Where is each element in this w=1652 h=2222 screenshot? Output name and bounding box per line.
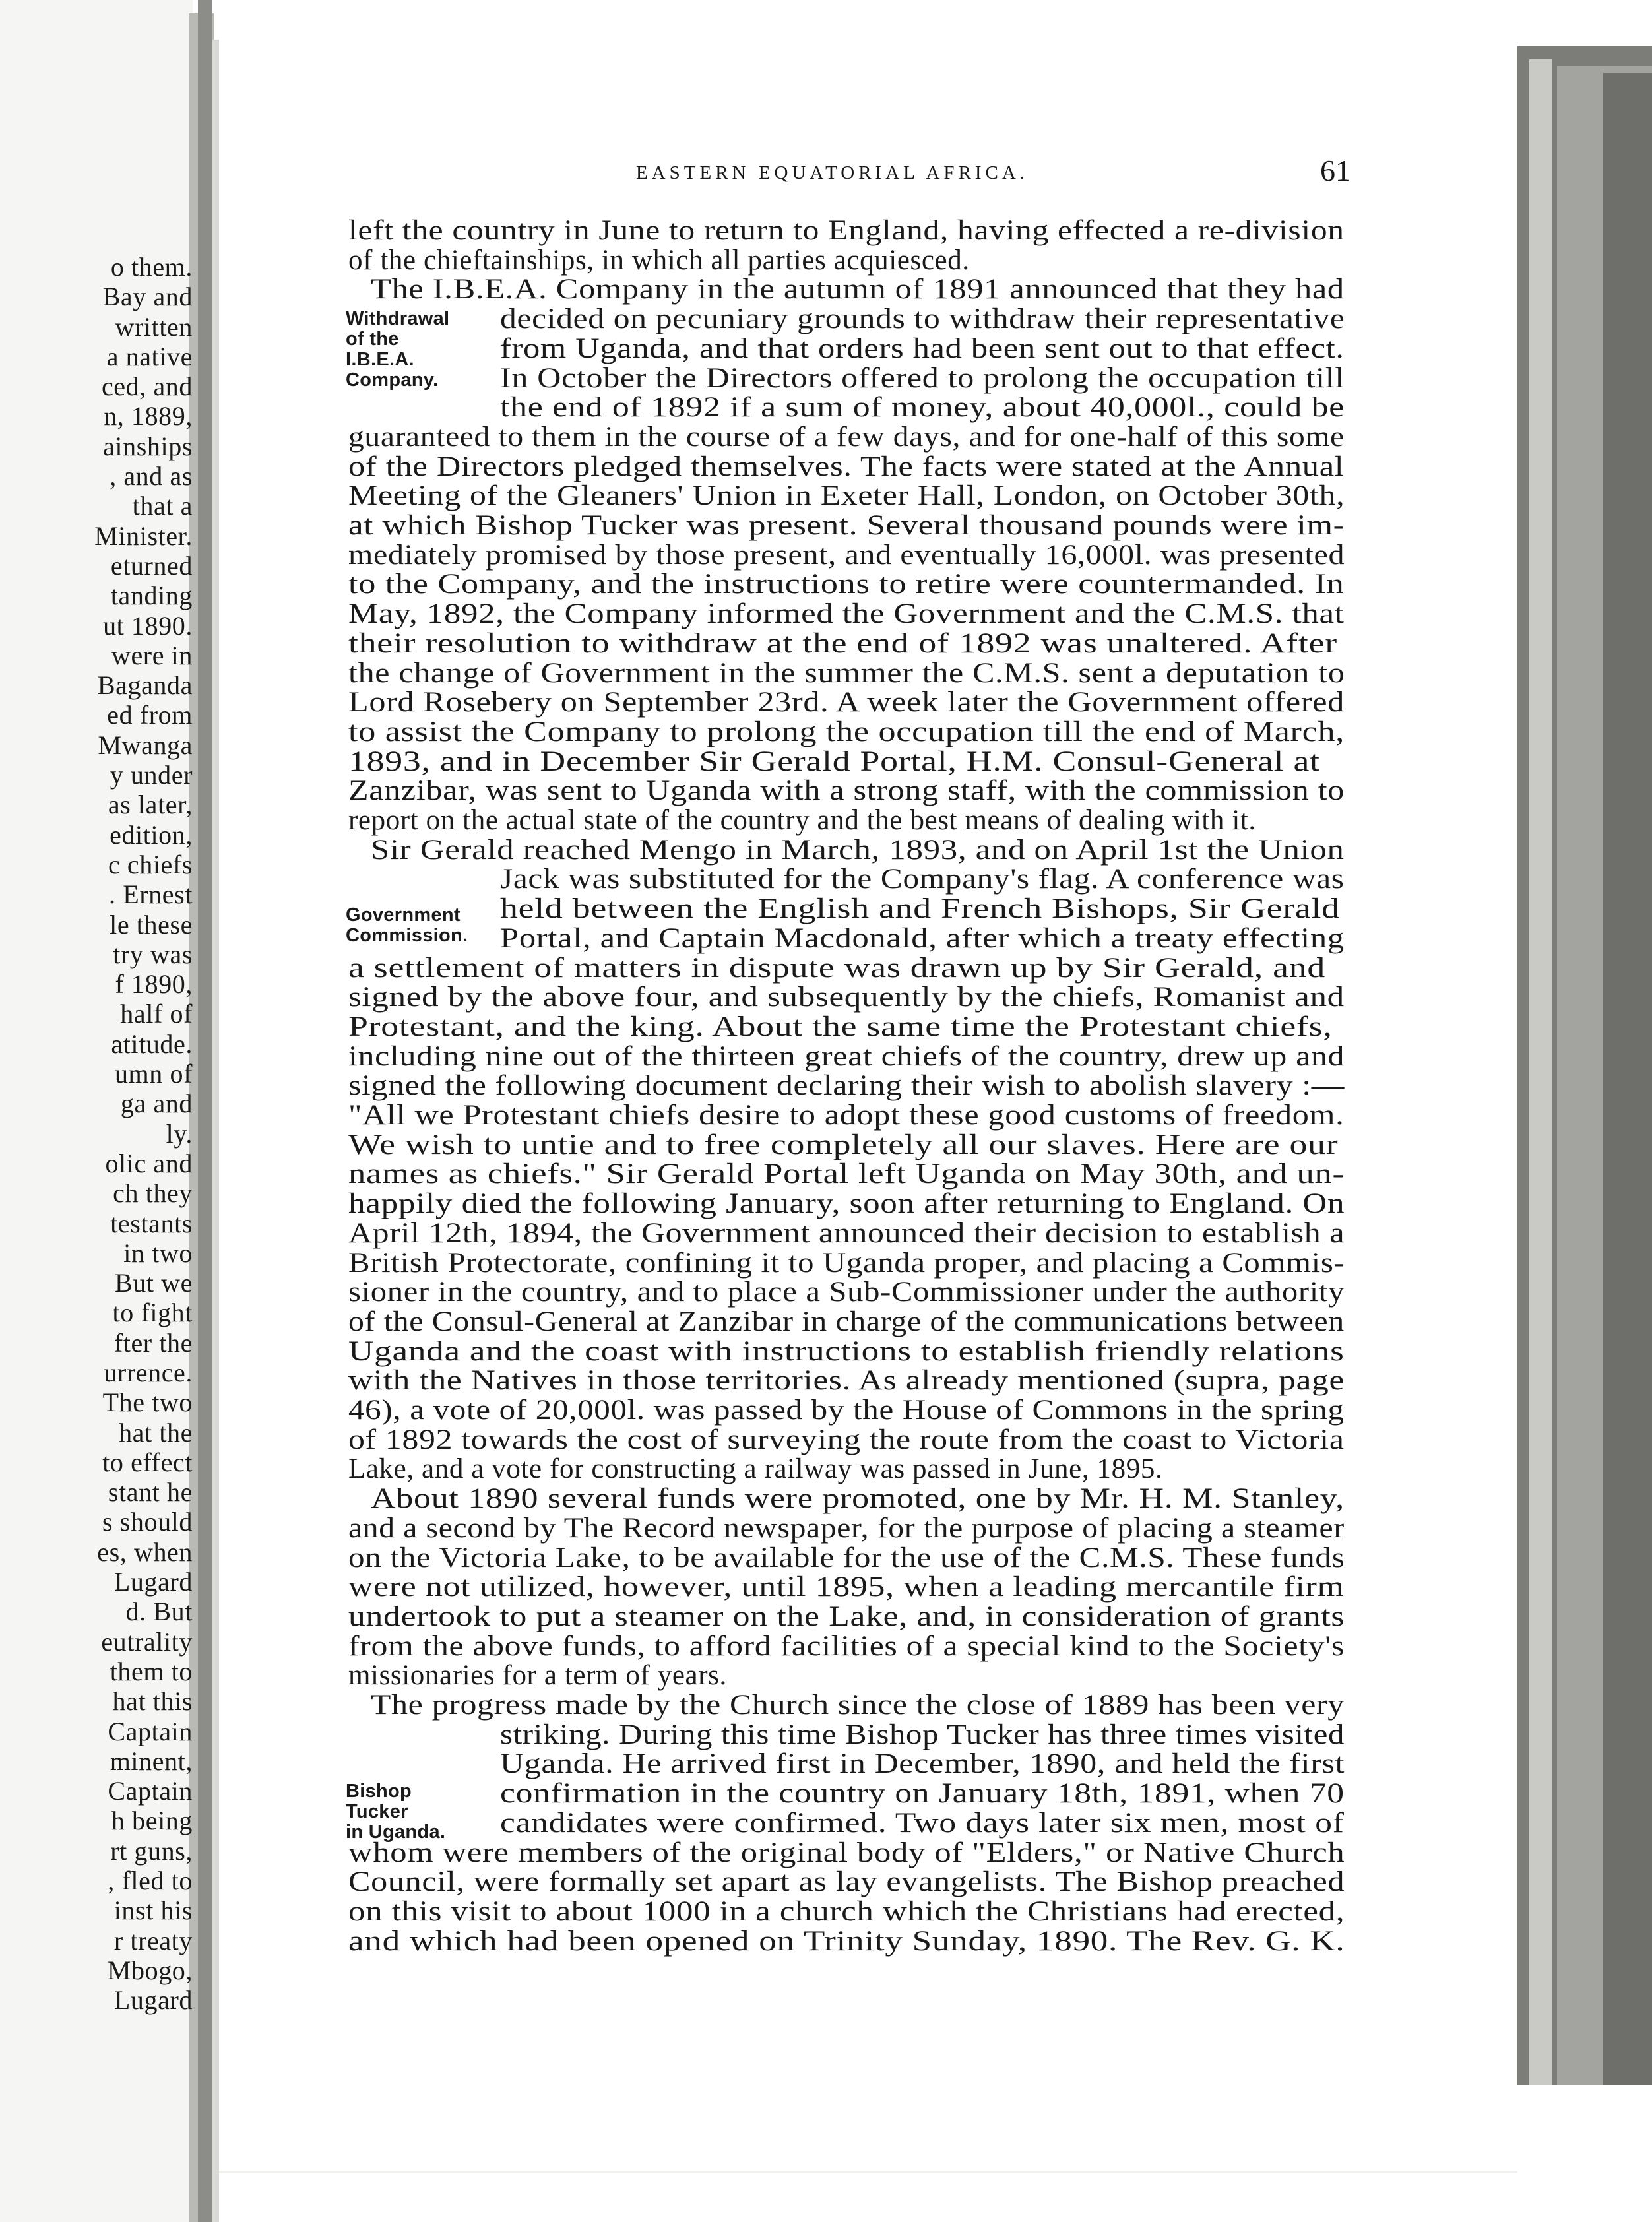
text-line: of the Directors pledged themselves. The facts were stated at the Annual <box>348 451 1345 482</box>
text-line: missionaries for a term of years. <box>348 1660 727 1692</box>
left-page-fragment: fter the <box>113 1327 193 1358</box>
text-line: on the Victoria Lake, to be available for the use of the C.M.S. These funds <box>348 1542 1345 1573</box>
left-page-fragment: olic and <box>105 1148 193 1178</box>
text-line: Jack was substituted for the Company's flag. A conference was <box>500 864 1345 895</box>
text-line: held between the English and French Bishops, Sir Gerald <box>500 893 1340 925</box>
left-page-fragment: rt guns, <box>110 1835 193 1866</box>
left-page-fragment: d. But <box>125 1597 193 1627</box>
left-page-fragment: hat this <box>112 1686 193 1717</box>
left-page-fragment: a native <box>106 341 193 371</box>
text-line: Zanzibar, was sent to Uganda with a strong staff, with the commission to <box>348 775 1345 807</box>
text-line: striking. During this time Bishop Tucker has three times visited <box>500 1719 1345 1750</box>
text-line: of the Consul-General at Zanzibar in charge of the communications between <box>348 1306 1345 1337</box>
margin-note-withdrawal: I.B.E.A. <box>346 349 414 370</box>
text-line: 46), a vote of 20,000l. was passed by the House of Commons in the spring <box>348 1395 1345 1426</box>
text-line: mediately promised by those present, and eventually 16,000l. was presented <box>348 539 1345 571</box>
left-page-fragment: Minister. <box>94 521 193 551</box>
text-line: We wish to untie and to free completely all our slaves. Here are our <box>348 1129 1339 1160</box>
left-page-fragment: c chiefs <box>108 849 193 879</box>
left-page-fragment: them to <box>110 1656 193 1686</box>
text-line: a settlement of matters in dispute was drawn up by Sir Gerald, and <box>348 952 1325 984</box>
text-line: May, 1892, the Company informed the Government and the C.M.S. that <box>348 598 1345 630</box>
left-page-fragment: hat the <box>119 1417 193 1447</box>
left-page-fragment: were in <box>111 640 193 670</box>
left-page-fragment: in two <box>123 1238 193 1268</box>
left-page-fragment: r treaty <box>113 1925 193 1955</box>
text-line: names as chiefs." Sir Gerald Portal left Uganda on May 30th, and un- <box>348 1159 1345 1190</box>
left-page-fragment: n, 1889, <box>104 401 193 431</box>
text-line: the change of Government in the summer the C.M.S. sent a deputation to <box>348 657 1345 689</box>
text-line: of the chieftainships, in which all parties acquiesced. <box>348 244 970 276</box>
left-page-fragment: testants <box>110 1208 193 1238</box>
text-line: the end of 1892 if a sum of money, about 40,000l., could be <box>500 392 1345 424</box>
left-page-fragment: s should <box>102 1507 193 1537</box>
left-page-fragment: atitude. <box>111 1029 193 1059</box>
left-page-fragment: try was <box>113 939 193 969</box>
text-line: to assist the Company to prolong the occupation till the end of March, <box>348 716 1345 747</box>
margin-note-withdrawal: Withdrawal <box>346 308 450 329</box>
left-page-fragment: umn of <box>114 1059 193 1089</box>
left-page-fragment: minent, <box>110 1746 193 1776</box>
left-page-fragments <box>0 252 193 2016</box>
left-page-fragment: urrence. <box>104 1357 193 1387</box>
left-page-fragment: es, when <box>97 1537 193 1567</box>
running-header: EASTERN EQUATORIAL AFRICA. <box>636 162 1029 183</box>
margin-note-bishop: Tucker <box>346 1801 408 1822</box>
text-line: on this visit to about 1000 in a church which the Christians had erected, <box>348 1895 1345 1927</box>
text-line: left the country in June to return to England, having effected a re-division <box>348 215 1345 246</box>
left-page-fragment: as later, <box>108 790 193 820</box>
text-line: Uganda. He arrived first in December, 1890, and held the first <box>500 1748 1345 1780</box>
text-line: report on the actual state of the country and the best means of dealing with it. <box>348 805 1256 836</box>
text-line: "All we Protestant chiefs desire to adopt these good customs of freedom. <box>348 1100 1345 1131</box>
left-page-fragment: Bay and <box>102 282 193 312</box>
margin-note-bishop: Bishop <box>346 1781 412 1802</box>
text-line: to the Company, and the instructions to retire were countermanded. In <box>348 569 1345 600</box>
left-page-fragment: , fled to <box>108 1866 193 1896</box>
left-page-fragment: f 1890, <box>115 969 193 1000</box>
text-line: Portal, and Captain Macdonald, after which a treaty effecting <box>500 922 1345 954</box>
left-page-fragment: eturned <box>110 550 193 581</box>
text-line: including nine out of the thirteen great chiefs of the country, drew up and <box>348 1040 1345 1072</box>
text-line: sioner in the country, and to place a Sub-Commissioner under the authority <box>348 1277 1345 1308</box>
left-page-fragment: tanding <box>110 581 193 611</box>
text-line: undertook to put a steamer on the Lake, and, in consideration of grants <box>348 1601 1345 1632</box>
margin-note-bishop: in Uganda. <box>346 1822 446 1843</box>
text-line: The progress made by the Church since the close of 1889 has been very <box>371 1690 1345 1721</box>
left-page-fragment: ga and <box>120 1089 193 1119</box>
text-line: with the Natives in those territories. As already mentioned (supra, page <box>348 1365 1345 1397</box>
left-page-fragment: Captain <box>108 1776 193 1806</box>
text-line: signed the following document declaring their wish to abolish slavery :— <box>348 1070 1345 1102</box>
text-line: Uganda and the coast with instructions to establish friendly relations <box>348 1335 1345 1367</box>
text-line: Protestant, and the king. About the same time the Protestant chiefs, <box>348 1011 1333 1042</box>
left-page-fragment: ainships <box>103 431 193 461</box>
text-line: In October the Directors offered to prolong the occupation till <box>500 362 1345 394</box>
left-page-fragment: o them. <box>110 252 193 282</box>
text-line: candidates were confirmed. Two days later six men, most of <box>500 1807 1345 1839</box>
left-page-fragment: stant he <box>108 1477 193 1508</box>
left-page-fragment: half of <box>120 999 193 1029</box>
left-page-fragment: Mwanga <box>98 730 193 760</box>
left-page-fragment: written <box>115 311 193 342</box>
text-line: whom were members of the original body of "Elders," or Native Church <box>348 1837 1345 1868</box>
left-page-fragment: inst his <box>113 1895 193 1926</box>
text-line: their resolution to withdraw at the end of 1892 was unaltered. After <box>348 627 1337 659</box>
left-page-fragment: The two <box>102 1387 193 1418</box>
page-number: 61 <box>1320 154 1350 187</box>
margin-note-government: Commission. <box>346 925 468 946</box>
left-page-fragment: le these <box>110 909 193 939</box>
left-page-fragment: eutrality <box>101 1626 193 1657</box>
text-line: 1893, and in December Sir Gerald Portal, H.M. Consul-General at <box>348 746 1320 777</box>
left-page-fragment: Lugard <box>113 1985 193 2016</box>
text-line: guaranteed to them in the course of a few days, and for one-half of this some <box>348 421 1345 453</box>
text-line: Lake, and a vote for constructing a railway was passed in June, 1895. <box>348 1453 1163 1485</box>
text-line: Sir Gerald reached Mengo in March, 1893, and on April 1st the Union <box>371 834 1345 866</box>
left-page-fragment: ch they <box>113 1178 193 1209</box>
left-page-fragment: . Ernest <box>109 879 193 910</box>
text-line: Lord Rosebery on September 23rd. A week later the Government offered <box>348 687 1345 718</box>
left-page-fragment: Captain <box>108 1716 193 1746</box>
text-line: and which had been opened on Trinity Sunday, 1890. The Rev. G. K. <box>348 1925 1345 1957</box>
left-page-fragment: that a <box>132 491 193 521</box>
text-line: signed by the above four, and subsequently by the chiefs, Romanist and <box>348 982 1345 1013</box>
text-line: at which Bishop Tucker was present. Several thousand pounds were im- <box>348 510 1345 541</box>
margin-note-government: Government <box>346 905 461 926</box>
margin-note-withdrawal: Company. <box>346 369 439 391</box>
left-page-fragment: ced, and <box>101 371 193 402</box>
left-page-fragment: to effect <box>102 1447 193 1477</box>
left-page-fragment: ut 1890. <box>103 610 193 641</box>
left-page-fragment: to fight <box>112 1298 193 1328</box>
left-page-fragment: , and as <box>110 461 193 492</box>
text-line: from Uganda, and that orders had been sent out to that effect. <box>500 333 1345 364</box>
text-line: About 1890 several funds were promoted, one by Mr. H. M. Stanley, <box>371 1483 1345 1515</box>
margin-note-withdrawal: of the <box>346 329 399 350</box>
text-line: Council, were formally set apart as lay evangelists. The Bishop preached <box>348 1866 1345 1898</box>
text-line: Meeting of the Gleaners' Union in Exeter Hall, London, on October 30th, <box>348 480 1345 512</box>
text-line: decided on pecuniary grounds to withdraw their representative <box>500 303 1345 335</box>
left-page-fragment: Lugard <box>113 1567 193 1597</box>
left-page-fragment: h being <box>111 1806 193 1836</box>
text-line: The I.B.E.A. Company in the autumn of 1891 announced that they had <box>371 274 1345 305</box>
left-page-fragment: edition, <box>110 819 193 850</box>
text-line: of 1892 towards the cost of surveying the route from the coast to Victoria <box>348 1424 1345 1455</box>
left-page-fragment: Baganda <box>97 670 193 701</box>
left-page-fragment: ed from <box>107 700 193 730</box>
left-page-fragment: But we <box>114 1268 193 1298</box>
text-line: were not utilized, however, until 1895, when a leading mercantile firm <box>348 1571 1345 1603</box>
text-line: confirmation in the country on January 18th, 1891, when 70 <box>500 1778 1345 1810</box>
text-line: April 12th, 1894, the Government announced their decision to establish a <box>348 1217 1345 1249</box>
left-page-fragment: Mbogo, <box>107 1955 193 1985</box>
text-line: British Protectorate, confining it to Uganda proper, and placing a Commis- <box>348 1247 1345 1279</box>
left-page-fragment: y under <box>110 760 193 790</box>
text-line: and a second by The Record newspaper, for the purpose of placing a steamer <box>348 1512 1345 1544</box>
text-line: happily died the following January, soon after returning to England. On <box>348 1188 1345 1220</box>
left-page-fragment: ly. <box>166 1118 193 1149</box>
text-line: from the above funds, to afford facilities of a special kind to the Society's <box>348 1630 1345 1662</box>
